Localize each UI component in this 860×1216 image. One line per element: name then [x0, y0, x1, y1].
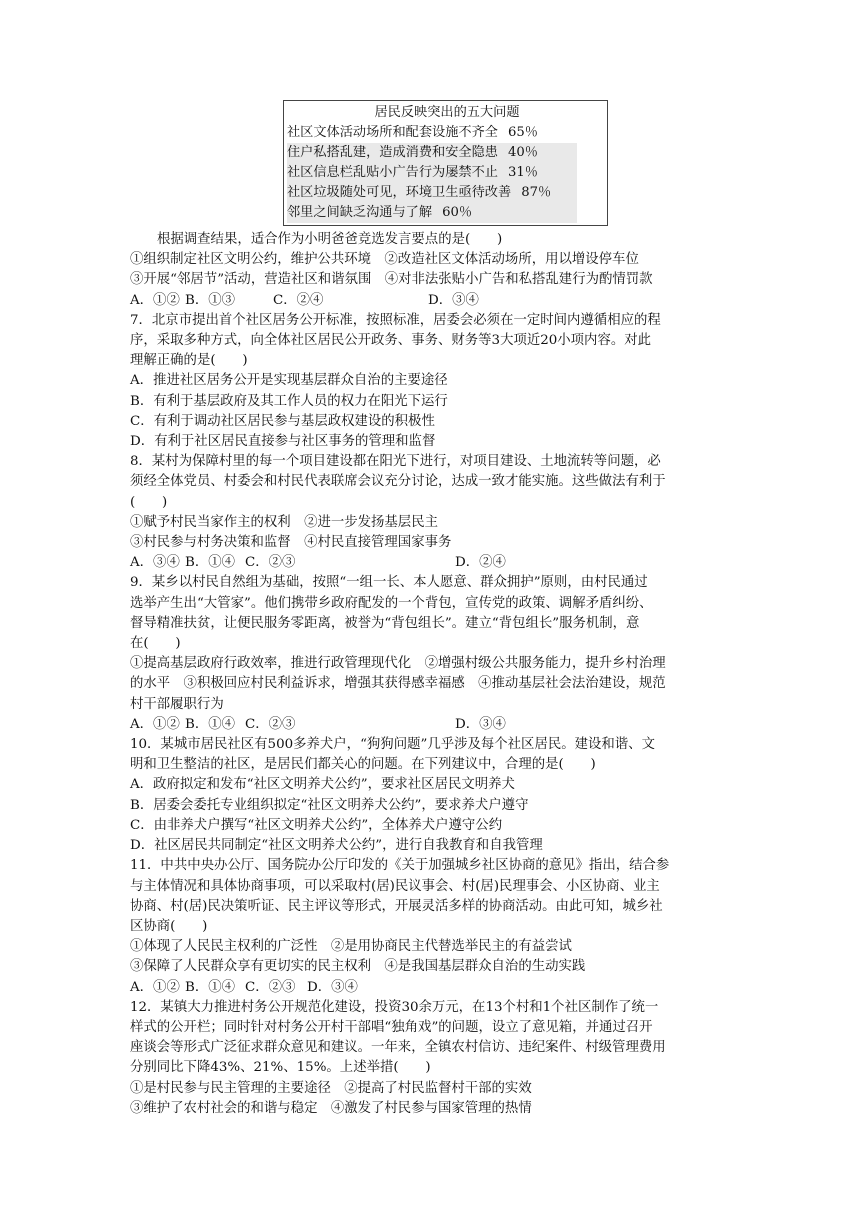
- statement-line: 的水平 ③积极回应村民利益诉求，增强其获得感幸福感 ④推动基层社会法治建设，规范: [130, 676, 666, 692]
- option: A．③④: [130, 555, 180, 571]
- option: C．②③: [245, 555, 296, 571]
- answer-options: [130, 715, 730, 735]
- option: A．①②: [130, 292, 180, 308]
- question-stem-line: 区协商( ): [130, 918, 208, 934]
- question-stem-line: 9．某乡以村民自然组为基础，按照“一组一长、本人愿意、群众拥护”原则，由村民通过: [130, 575, 648, 591]
- question-stem-line: 明和卫生整洁的社区，是居民们都关心的问题。在下列建议中，合理的是( ): [130, 757, 596, 773]
- option: C．②③: [245, 979, 296, 995]
- statement-line: ③开展“邻居节”活动，营造社区和谐氛围 ④对非法张贴小广告和私搭乱建行为酌情罚款: [130, 272, 653, 288]
- option: A．①②: [130, 979, 180, 995]
- question-stem-line: ( ): [130, 494, 168, 510]
- choice: C．有利于调动社区居民参与基层政权建设的积极性: [130, 413, 435, 429]
- document-page: [130, 100, 730, 1119]
- question-stem: 根据调查结果，适合作为小明爸爸竞选发言要点的是( ): [157, 232, 503, 247]
- statement-line: ①提高基层政府行政效率，推进行政管理现代化 ②增强村级公共服务能力，提升乡村治理: [130, 656, 666, 672]
- statement-line: ③维护了农村社会的和谐与稳定 ④激发了村民参与国家管理的热情: [130, 1100, 532, 1116]
- question-stem-line: 协商、村(居)民决策听证、民主评议等形式，开展灵活多样的协商活动。由此可知，城乡社: [130, 898, 663, 914]
- answer-options: [130, 291, 730, 311]
- option: D．②④: [455, 555, 506, 571]
- option: B．①④: [185, 555, 236, 571]
- question-stem-line: 在( ): [130, 636, 181, 652]
- survey-table-title: 居民反映突出的五大问题: [374, 105, 520, 120]
- survey-row: 社区文体活动场所和配套设施不齐全 65％: [287, 125, 538, 140]
- statement-line: ①体现了人民民主权利的广泛性 ②是用协商民主代替选举民主的有益尝试: [130, 939, 572, 955]
- survey-table: [283, 100, 608, 226]
- option: B．①④: [185, 979, 236, 995]
- survey-row: 社区垃圾随处可见，环境卫生亟待改善 87％: [287, 183, 577, 203]
- option: D．③④: [428, 292, 479, 308]
- question-stem-line: 样式的公开栏；同时针对村务公开村干部唱“独角戏”的问题，设立了意见箱，并通过召开: [130, 1019, 653, 1035]
- survey-row: 邻里之间缺乏沟通与了解 60％: [287, 203, 577, 223]
- option: C．②④: [273, 292, 324, 308]
- question-stem-line: 座谈会等形式广泛征求群众意见和建议。一年来，全镇农村信访、违纪案件、村级管理费用: [130, 1040, 666, 1056]
- choice: A．政府拟定和发布“社区文明养犬公约”，要求社区居民文明养犬: [130, 777, 515, 793]
- question-stem-line: 分别同比下降43%、21%、15%。上述举措( ): [130, 1060, 431, 1076]
- answer-options: [130, 553, 730, 573]
- question-6: [130, 230, 730, 311]
- question-10: [130, 735, 730, 856]
- choice: A．推进社区居务公开是实现基层群众自治的主要途径: [130, 373, 448, 389]
- statement-line: ③保障了人民群众享有更切实的民主权利 ④是我国基层群众自治的生动实践: [130, 959, 586, 975]
- option: B．①③: [185, 292, 236, 308]
- question-stem-line: 与主体情况和具体协商事项，可以采取村(居)民议事会、村(居)民理事会、小区协商、业主: [130, 878, 660, 894]
- choice: B．有利于基层政府及其工作人员的权力在阳光下运行: [130, 393, 448, 409]
- question-11: [130, 856, 730, 997]
- question-stem-line: 10．某城市居民社区有500多养犬户，“狗狗问题”几乎涉及每个社区居民。建设和谐、文: [130, 737, 655, 753]
- question-stem-line: 理解正确的是( ): [130, 353, 248, 369]
- question-7: [130, 311, 730, 452]
- question-stem-line: 须经全体党员、村委会和村民代表联席会议充分讨论，达成一致才能实施。这些做法有利于: [130, 474, 666, 490]
- question-stem-line: 12．某镇大力推进村务公开规范化建设，投资30余万元，在13个村和1个社区制作了统一: [130, 999, 659, 1015]
- question-8: [130, 452, 730, 573]
- question-9: [130, 573, 730, 735]
- survey-row: 住户私搭乱建，造成消费和安全隐患 40％: [287, 143, 577, 163]
- question-stem-line: 11．中共中央办公厅、国务院办公厅印发的《关于加强城乡社区协商的意见》指出，结合参: [130, 858, 670, 874]
- statement-line: ③村民参与村务决策和监督 ④村民直接管理国家事务: [130, 535, 452, 551]
- statement-line: ①是村民参与民主管理的主要途径 ②提高了村民监督村干部的实效: [130, 1080, 532, 1096]
- statement-line: 村干部履职行为: [130, 696, 224, 712]
- option: D．③④: [455, 716, 506, 732]
- statement-line: ①赋予村民当家作主的权利 ②进一步发扬基层民主: [130, 514, 438, 530]
- choice: D．社区居民共同制定“社区文明养犬公约”，进行自我教育和自我管理: [130, 838, 543, 854]
- option: D．③④: [307, 979, 358, 995]
- statement-line: ①组织制定社区文明公约，维护公共环境 ②改造社区文体活动场所，用以增设停车位: [130, 252, 639, 268]
- question-stem-line: 督导精准扶贫，让便民服务零距离，被誉为“背包组长”。建立“背包组长”服务机制，意: [130, 615, 640, 631]
- survey-row: 社区信息栏乱贴小广告行为屡禁不止 31％: [287, 163, 577, 183]
- option: A．①②: [130, 716, 180, 732]
- question-stem-line: 选举产生出“大管家”。他们携带乡政府配发的一个背包，宣传党的政策、调解矛盾纠纷、: [130, 595, 653, 611]
- question-stem-line: 8．某村为保障村里的每一个项目建设都在阳光下进行，对项目建设、土地流转等问题，必: [130, 454, 661, 470]
- option: B．①④: [185, 716, 236, 732]
- choice: B．居委会委托专业组织拟定“社区文明养犬公约”，要求养犬户遵守: [130, 797, 529, 813]
- choice: D．有利于社区居民直接参与社区事务的管理和监督: [130, 434, 436, 450]
- question-stem-line: 7．北京市提出首个社区居务公开标准，按照标准，居委会必须在一定时间内遵循相应的程: [130, 312, 661, 328]
- question-12: [130, 998, 730, 1119]
- question-stem-line: 序，采取多种方式，向全体社区居民公开政务、事务、财务等3大项近20小项内容。对此: [130, 333, 652, 349]
- choice: C．由非养犬户撰写“社区文明养犬公约”，全体养犬户遵守公约: [130, 817, 503, 833]
- option: C．②③: [245, 716, 296, 732]
- answer-options: [130, 978, 730, 998]
